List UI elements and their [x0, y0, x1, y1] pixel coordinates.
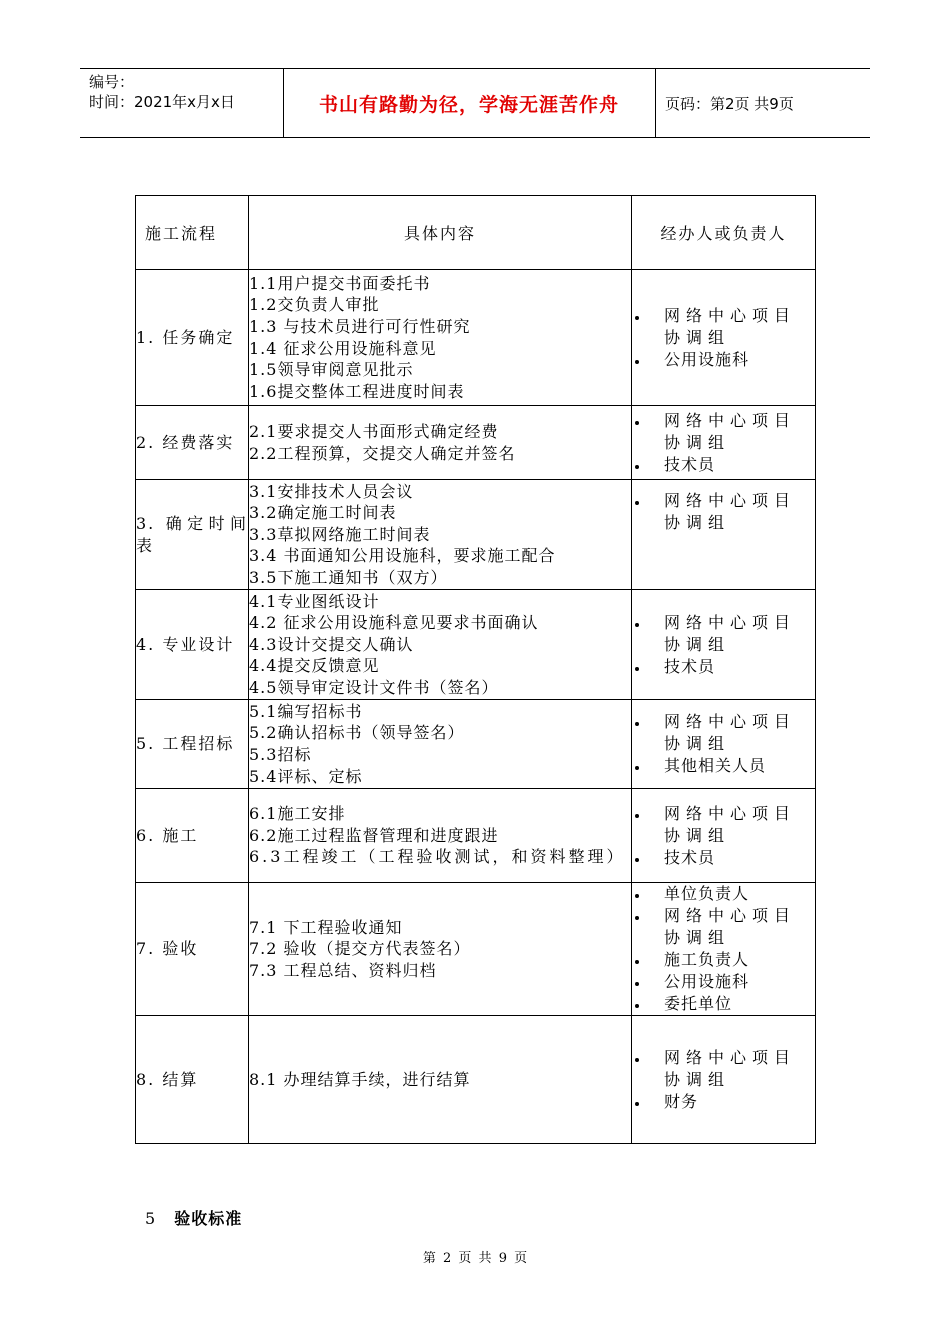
detail-cell	[249, 406, 632, 480]
owner-item: 技术员	[632, 847, 815, 869]
owner-item: 公用设施科	[632, 349, 815, 371]
table-row	[136, 789, 816, 883]
detail-cell	[249, 700, 632, 789]
detail-cell	[249, 789, 632, 883]
owner-item: 网络中心项目协调组	[632, 305, 815, 349]
detail-item: 1.4 征求公用设施科意见	[249, 338, 437, 358]
detail-item: 6.1施工安排	[249, 804, 346, 824]
owner-item: 网络中心项目协调组	[632, 410, 815, 454]
owner-cell	[632, 1016, 816, 1144]
detail-cell	[249, 1016, 632, 1144]
detail-item: 6.2施工过程监督管理和进度跟进	[249, 825, 499, 845]
section-title: 验收标准	[174, 1209, 243, 1228]
detail-item: 2.2工程预算，交提交人确定并签名	[249, 443, 516, 463]
detail-item: 7.2 验收（提交方代表签名）	[249, 939, 471, 959]
detail-item: 4.2 征求公用设施科意见要求书面确认	[249, 613, 539, 633]
detail-item: 2.1要求提交人书面形式确定经费	[249, 421, 499, 441]
detail-item: 5.3招标	[249, 745, 312, 764]
detail-item: 4.1专业图纸设计	[249, 591, 380, 611]
detail-cell	[249, 590, 632, 700]
owner-item: 委托单位	[632, 993, 815, 1015]
owner-item: 网络中心项目协调组	[632, 490, 815, 534]
detail-item: 1.6提交整体工程进度时间表	[249, 381, 465, 401]
table-row	[136, 883, 816, 1016]
table-row	[136, 480, 816, 590]
detail-item: 4.5领导审定设计文件书（签名）	[249, 677, 499, 697]
table-header-row	[136, 196, 816, 270]
owner-item: 网络中心项目协调组	[632, 1047, 815, 1091]
document-number-label: 编号：	[89, 73, 135, 91]
owner-item: 网络中心项目协调组	[632, 711, 815, 755]
header-cell-owner: 经办人或负责人	[632, 196, 816, 270]
page-footer: 第 2 页 共 9 页	[422, 1251, 528, 1266]
owner-item: 网络中心项目协调组	[632, 905, 815, 949]
owner-cell	[632, 590, 816, 700]
owner-item: 网络中心项目协调组	[632, 803, 815, 847]
owner-item: 其他相关人员	[632, 755, 815, 777]
section-heading	[145, 1206, 242, 1229]
header-cell-content: 具体内容	[249, 196, 632, 270]
section-number: 5	[145, 1209, 156, 1228]
detail-item: 1.1用户提交书面委托书	[249, 273, 431, 293]
table-row	[136, 590, 816, 700]
detail-cell	[249, 480, 632, 590]
detail-cell	[249, 270, 632, 406]
detail-item: 7.3 工程总结、资料归档	[249, 960, 437, 980]
owner-item: 财务	[632, 1091, 815, 1113]
step-cell: 5. 工程招标	[136, 700, 249, 789]
detail-item: 1.2交负责人审批	[249, 295, 380, 315]
owner-cell	[632, 480, 816, 590]
detail-item: 6.3工程竣工（工程验收测试，和资料整理）	[249, 847, 626, 867]
owner-cell	[632, 406, 816, 480]
detail-item: 5.4评标、定标	[249, 766, 363, 786]
step-cell: 8. 结算	[136, 1016, 249, 1144]
owner-cell	[632, 700, 816, 789]
detail-cell	[249, 883, 632, 1016]
detail-item: 3.1安排技术人员会议	[249, 481, 414, 501]
step-cell: 1. 任务确定	[136, 270, 249, 406]
detail-item: 4.3设计交提交人确认	[249, 634, 414, 654]
step-cell: 6. 施工	[136, 789, 249, 883]
table-row	[136, 406, 816, 480]
detail-item: 3.2确定施工时间表	[249, 503, 397, 523]
detail-item: 5.1编写招标书	[249, 701, 363, 721]
detail-item: 3.5下施工通知书（双方）	[249, 567, 448, 587]
owner-cell	[632, 789, 816, 883]
step-cell: 3. 确定时间表	[136, 480, 249, 590]
step-cell: 4. 专业设计	[136, 590, 249, 700]
header-divider	[655, 69, 656, 137]
page-header	[80, 68, 870, 138]
detail-item: 5.2确认招标书（领导签名）	[249, 723, 465, 743]
step-cell: 2. 经费落实	[136, 406, 249, 480]
header-meta	[89, 72, 235, 112]
owner-cell	[632, 270, 816, 406]
detail-item: 1.5领导审阅意见批示	[249, 360, 414, 380]
table-row	[136, 270, 816, 406]
table-row	[136, 700, 816, 789]
detail-item: 8.1 办理结算手续，进行结算	[249, 1069, 471, 1089]
header-cell-process: 施工流程	[136, 196, 249, 270]
owner-item: 公用设施科	[632, 971, 815, 993]
detail-item: 3.4 书面通知公用设施科，要求施工配合	[249, 546, 556, 566]
document-date: 时间：2021年x月x日	[89, 93, 235, 111]
table-row	[136, 1016, 816, 1144]
detail-item: 3.3草拟网络施工时间表	[249, 524, 431, 544]
owner-item: 单位负责人	[632, 883, 815, 905]
owner-item: 技术员	[632, 656, 815, 678]
construction-flow-table	[135, 195, 816, 1144]
detail-item: 7.1 下工程验收通知	[249, 917, 403, 937]
owner-item: 网络中心项目协调组	[632, 612, 815, 656]
header-page-info: 页码：第2页 共9页	[665, 94, 794, 113]
owner-cell	[632, 883, 816, 1016]
detail-item: 4.4提交反馈意见	[249, 656, 380, 676]
detail-item: 1.3 与技术员进行可行性研究	[249, 316, 471, 336]
owner-item: 技术员	[632, 454, 815, 476]
header-motto: 书山有路勤为径，学海无涯苦作舟	[318, 93, 619, 116]
step-cell: 7. 验收	[136, 883, 249, 1016]
owner-item: 施工负责人	[632, 949, 815, 971]
